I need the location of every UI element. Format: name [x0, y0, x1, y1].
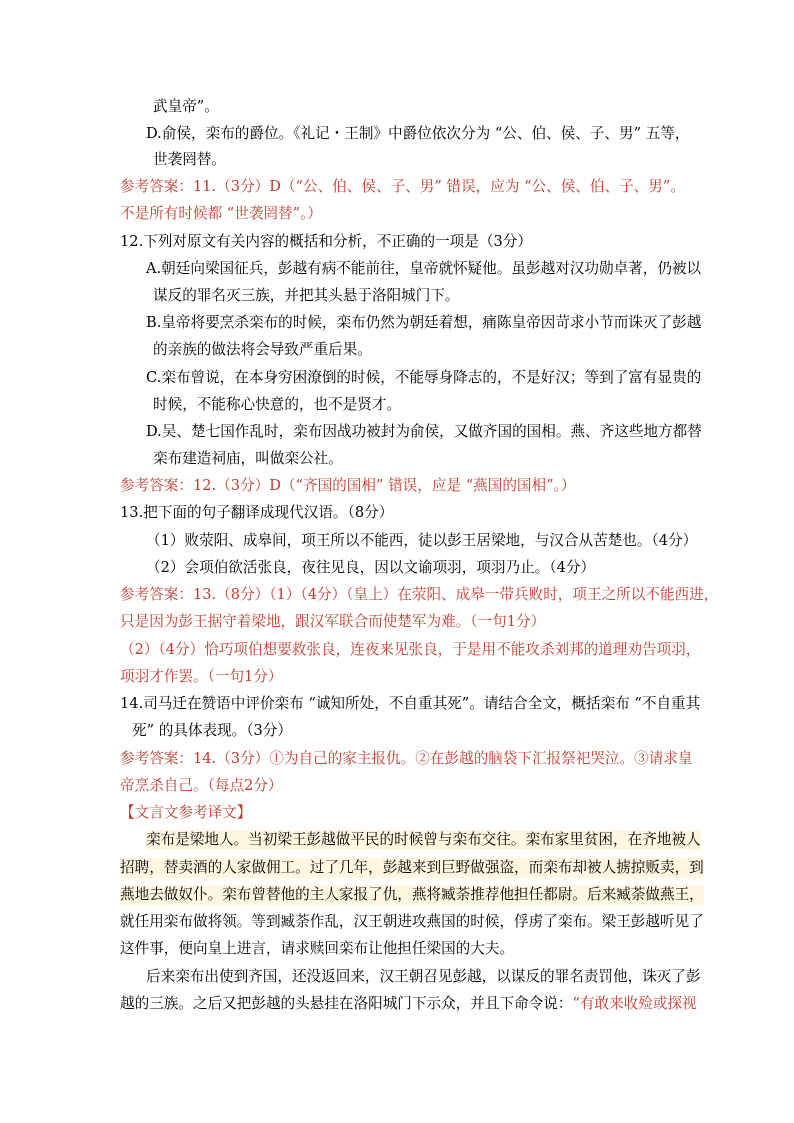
translation-line: 就任用栾布做将领。等到臧荼作乱，汉王朝进攻燕国的时候，俘虏了栾布。梁王彭越听见了 [120, 913, 704, 930]
text-line: 世袭罔替。 [153, 151, 226, 168]
answer-text: 不是所有时候都 “世袭罔替”。） [120, 205, 322, 222]
quote-text: “有敢来收殓或探视 [572, 995, 697, 1012]
translation-text: 越的三族。之后又把彭越的头悬挂在洛阳城门下示众，并且下命令说： [120, 995, 573, 1012]
translation-line: 后来栾布出使到齐国，还没返回来，汉王朝召见彭越，以谋反的罪名责罚他，诛灭了彭 [146, 968, 701, 985]
option-c: C.栾布曾说，在本身穷困潦倒的时候，不能辱身降志的，不是好汉；等到了富有显贵的 [146, 369, 702, 386]
translation-line [120, 994, 697, 1014]
answer-text: （2）（4分）恰巧项伯想要救张良，连夜来见张良，于是用不能攻杀刘邦的道理劝告项羽， [120, 641, 701, 658]
subquestion-2: （2）会项伯欲活张良，夜往见良，因以文谕项羽，项羽乃止。（4分） [146, 559, 596, 576]
translation-line: 燕地去做奴仆。栾布曾替他的主人家报了仇，燕将臧荼推荐他担任都尉。后来臧荼做燕王， [120, 886, 704, 903]
option-d-line: D.俞侯，栾布的爵位。《礼记・王制》中爵位依次分为 “公、伯、侯、子、男” 五等， [146, 125, 690, 142]
text-line: 武皇帝”。 [153, 98, 219, 115]
text-line: 时候，不能称心快意的，也不是贤才。 [153, 396, 402, 413]
option-a: A.朝廷向梁国征兵，彭越有病不能前往，皇帝就怀疑他。虽彭越对汉功勋卓著，仍被以 [146, 260, 702, 277]
answer-line [120, 476, 575, 496]
section-heading: 【文言文参考译文】 [120, 804, 252, 821]
question-14: 14.司马迁在赞语中评价栾布 “诚知所处，不自重其死”。请结合全文，概括栾布 “不自重其 [120, 695, 701, 712]
translation-line: 招聘，替卖酒的人家做佣工。过了几年，彭越来到巨野做强盗，而栾布却被人掳掠贩卖，到 [120, 859, 704, 876]
subquestion-1: （1）败荥阳、成皋间，项王所以不能西，徒以彭王居梁地，与汉合从苦楚也。（4分） [146, 532, 698, 549]
answer-line [120, 177, 685, 197]
translation-line: 这件事，便向皇上进言，请求赎回栾布让他担任梁国的大夫。 [120, 940, 515, 957]
answer-text: 帝烹杀自己。（每点2分） [120, 777, 283, 794]
answer-text: 13.（8分）（1）（4分）（皇上）在荥阳、成皋一带兵败时，项王之所以不能西进， [192, 586, 719, 603]
answer-label: 参考答案： [120, 477, 193, 494]
answer-text: 12.（3分）D（“齐国的国相” 错误，应是 “燕国的国相”。） [192, 477, 576, 494]
text-line: 谋反的罪名灭三族，并把其头悬于洛阳城门下。 [153, 287, 460, 304]
answer-text: 项羽才作罢。（一句1分） [120, 668, 283, 685]
answer-line [120, 585, 718, 605]
answer-label: 参考答案： [120, 750, 193, 767]
option-b: B.皇帝将要烹杀栾布的时候，栾布仍然为朝廷着想，痛陈皇帝因苛求小节而诛灭了彭越 [146, 314, 702, 331]
answer-line [120, 749, 692, 769]
question-13: 13.把下面的句子翻译成现代汉语。（8分） [120, 504, 394, 521]
option-d: D.吴、楚七国作乱时，栾布因战功被封为俞侯，又做齐国的国相。燕、齐这些地方都替 [146, 423, 702, 440]
answer-text: 只是因为彭王据守着梁地，跟汉军联合而使楚军为难。（一句1分） [120, 613, 546, 630]
text-line: 死” 的具体表现。（3分） [132, 722, 293, 739]
text-line: 栾布建造祠庙，叫做栾公社。 [153, 450, 343, 467]
answer-label: 参考答案： [120, 178, 193, 195]
translation-line: 栾布是梁地人。当初梁王彭越做平民的时候曾与栾布交往。栾布家里贫困，在齐地被人 [146, 831, 701, 848]
text-line: 的亲族的做法将会导致严重后果。 [153, 341, 372, 358]
question-12: 12.下列对原文有关内容的概括和分析，不正确的一项是（3分） [120, 233, 532, 250]
answer-label: 参考答案： [120, 586, 193, 603]
answer-text: 11.（3分）D（“公、伯、侯、子、男” 错误，应为 “公、侯、伯、子、男”。 [192, 178, 685, 195]
answer-text: 14.（3分）①为自己的家主报仇。②在彭越的脑袋下汇报祭祀哭泣。③请求皇 [192, 750, 693, 767]
